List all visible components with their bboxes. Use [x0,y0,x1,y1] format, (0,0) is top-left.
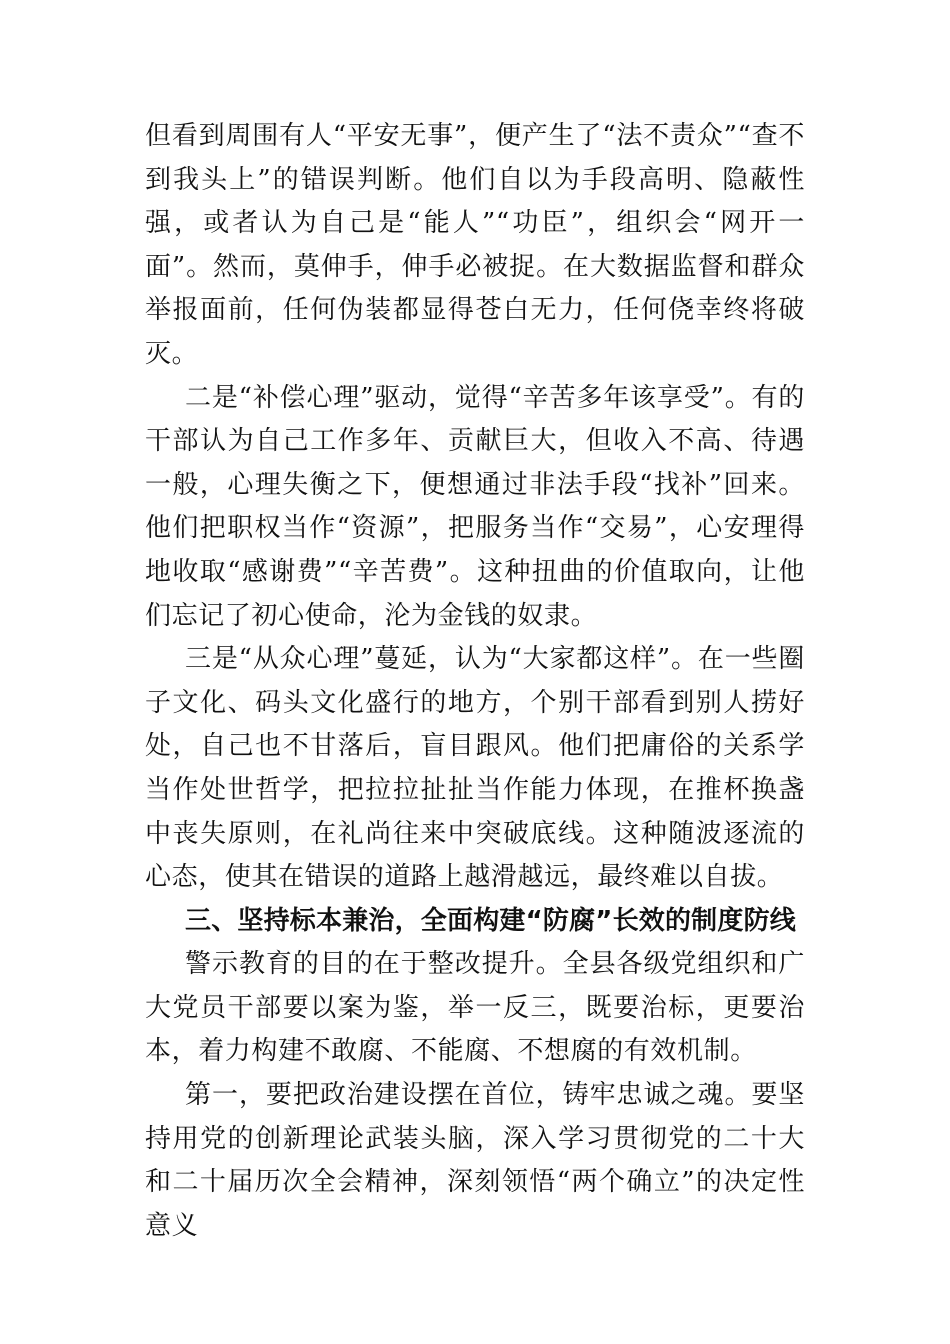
paragraph-political-building: 第一，要把政治建设摆在首位，铸牢忠诚之魂。要坚持用党的创新理论武装头脑，深入学习贯彻党的二十大和二十届历次全会精神，深刻领悟“两个确立”的决定性意义 [145,1080,805,1241]
paragraph-warning-education: 警示教育的目的在于整改提升。全县各级党组织和广大党员干部要以案为鉴，举一反三，既要治标，更要治本，着力构建不敢腐、不能腐、不想腐的有效机制。 [145,949,805,1067]
paragraph-continuation: 但看到周围有人“平安无事”，便产生了“法不责众”“查不到我头上”的错误判断。他们自以为手段高明、隐蔽性强，或者认为自己是“能人”“功臣”，组织会“网开一面”。然而，莫伸手，伸手必被捉。在大数据监督和群众举报面前，任何伪装都显得苍白无力，任何侥幸终将破灭。 [145,121,805,369]
section-heading-three: 三、坚持标本兼治，全面构建“防腐”长效的制度防线 [185,905,796,936]
document-body [145,115,805,1248]
paragraph-compensation-mentality: 二是“补偿心理”驱动，觉得“辛苦多年该享受”。有的干部认为自己工作多年、贡献巨大，但收入不高、待遇一般，心理失衡之下，便想通过非法手段“找补”回来。他们把职权当作“资源”，把服务当作“交易”，心安理得地收取“感谢费”“辛苦费”。这种扭曲的价值取向，让他们忘记了初心使命，沦为金钱的奴隶。 [145,382,805,631]
paragraph-herd-mentality: 三是“从众心理”蔓延，认为“大家都这样”。在一些圈子文化、码头文化盛行的地方，个别干部看到别人捞好处，自己也不甘落后，盲目跟风。他们把庸俗的关系学当作处世哲学，把拉拉扯扯当作能力体现，在推杯换盏中丧失原则，在礼尚往来中突破底线。这种随波逐流的心态，使其在错误的道路上越滑越远，最终难以自拔。 [145,644,805,893]
